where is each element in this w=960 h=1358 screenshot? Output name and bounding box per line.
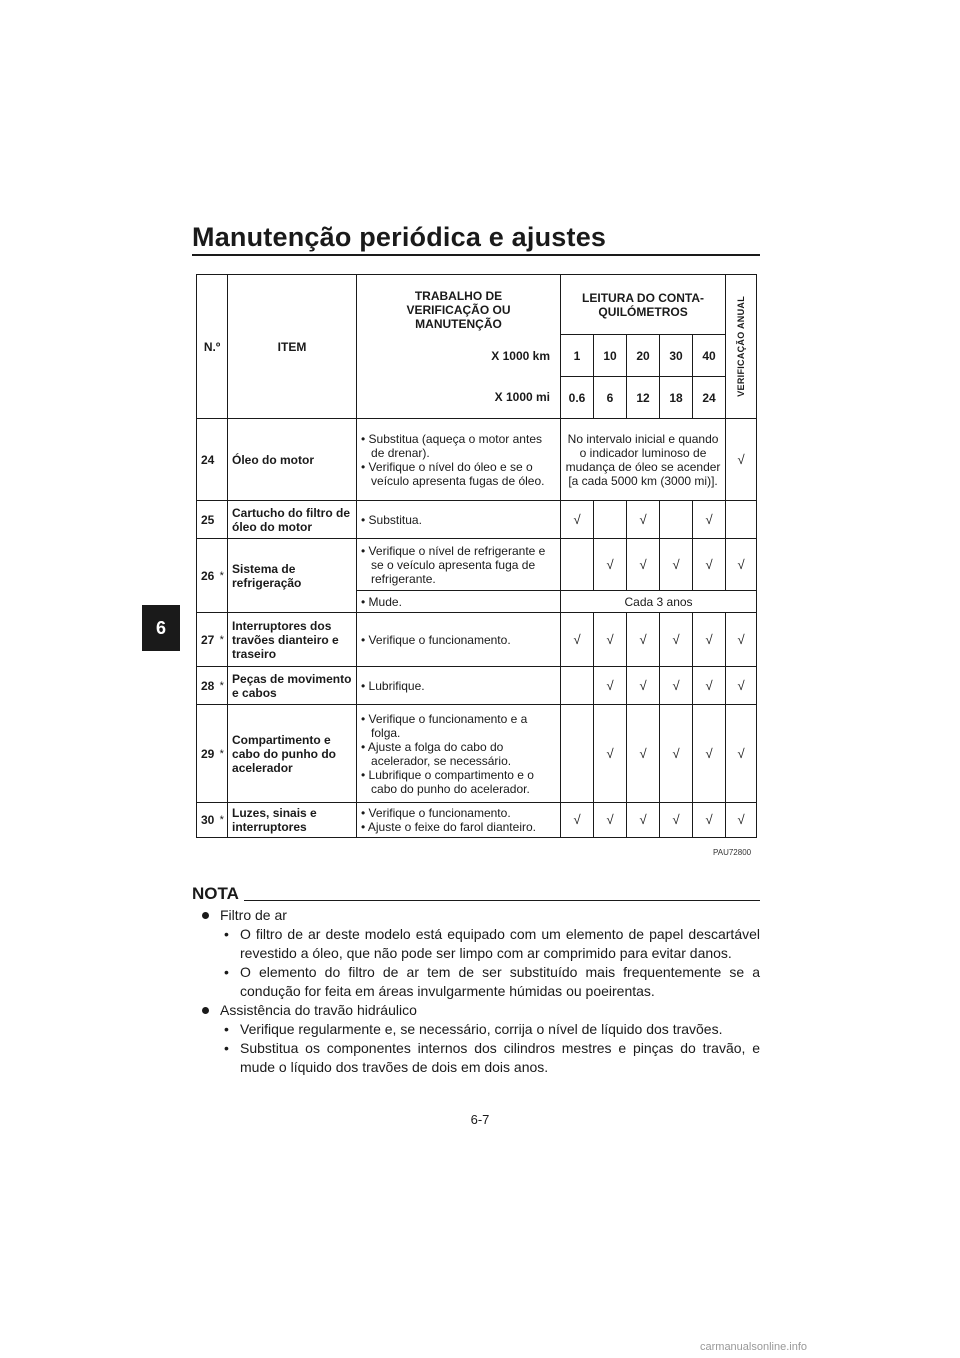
page-number: 6-7 [470, 1112, 490, 1127]
km-40: 40 [693, 335, 726, 377]
check-empty [726, 501, 757, 539]
check-mark: √ [594, 539, 627, 591]
km-1: 1 [561, 335, 594, 377]
check-empty [561, 705, 594, 803]
header-annual: VERIFICAÇÃO ANUAL [736, 296, 747, 397]
header-item: ITEM [228, 275, 357, 419]
header-km-unit: X 1000 km [357, 335, 561, 377]
row-work [357, 705, 561, 803]
check-mark: √ [693, 501, 726, 539]
nota-body [198, 906, 760, 1077]
work-line: • Verifique o funcionamento. [361, 806, 511, 820]
check-mark: √ [726, 613, 757, 667]
check-mark: √ [693, 667, 726, 705]
row-work: • Lubrifique. [357, 667, 561, 705]
row-work [357, 419, 561, 501]
row-work [357, 803, 561, 838]
work-line: • Lubrifique o compartimento e o cabo do punho do acelerador. [361, 767, 534, 796]
check-mark: √ [627, 705, 660, 803]
work-line: • Verifique o nível de refrigerante e se o veículo apresenta fuga de refrigerante. [361, 543, 546, 586]
row-work [357, 539, 561, 591]
check-mark: √ [693, 613, 726, 667]
title-rule [192, 254, 760, 256]
table-row [197, 705, 757, 803]
mi-24: 24 [693, 377, 726, 419]
check-mark: √ [627, 803, 660, 838]
nota-sub-bullet: • O filtro de ar deste modelo está equipado com um elemento de papel descartável revestido a óleo, que não pode ser limpo com ar comprimido para evitar danos. [198, 925, 760, 963]
km-30: 30 [660, 335, 693, 377]
row-number: 25 [197, 501, 217, 539]
header-annual-cell [726, 275, 757, 419]
header-mi-unit: X 1000 mi [357, 377, 561, 419]
page-title: Manutenção periódica e ajustes [192, 222, 607, 252]
work-line: • Ajuste a folga do cabo do acelerador, se necessário. [361, 739, 512, 768]
nota-bullet: Assistência do travão hidráulico [198, 1001, 760, 1020]
work-line: • Verifique o nível do óleo e se o veículo apresenta fugas de óleo. [361, 459, 545, 488]
check-empty [660, 501, 693, 539]
check-mark: √ [660, 539, 693, 591]
check-mark: √ [561, 613, 594, 667]
check-mark: √ [660, 705, 693, 803]
table-row [197, 803, 757, 838]
row-star: * [217, 613, 228, 667]
table-row [197, 667, 757, 705]
row-work: • Substitua. [357, 501, 561, 539]
check-mark: √ [660, 613, 693, 667]
nota-sub-bullet: • Substitua os componentes internos dos cilindros mestres e pinças do travão, e mude o líquido dos travões de dois em dois anos. [198, 1039, 760, 1077]
header-no: N.º [197, 275, 228, 419]
check-mark: √ [627, 667, 660, 705]
row-number: 29 [197, 705, 217, 803]
row-number: 27 [197, 613, 217, 667]
check-mark: √ [561, 501, 594, 539]
table-row [197, 539, 757, 591]
check-mark: √ [627, 539, 660, 591]
mi-12: 12 [627, 377, 660, 419]
table-row [197, 613, 757, 667]
row-star: * [217, 705, 228, 803]
row-star-empty [217, 501, 228, 539]
header-work: TRABALHO DE VERIFICAÇÃO OU MANUTENÇÃO [357, 275, 561, 335]
row-note: No intervalo inicial e quando o indicador luminoso de mudança de óleo se acender [a cada 5000 km (3000 mi)]. [561, 419, 726, 501]
check-empty [561, 667, 594, 705]
row-number: 24 [197, 419, 217, 501]
work-line: • Ajuste o feixe do farol dianteiro. [361, 820, 536, 834]
nota-rule [244, 900, 760, 901]
row-star: * [217, 539, 228, 613]
nota-sub-bullet: • O elemento do filtro de ar tem de ser substituído mais frequentemente se a condução for feita em áreas invulgarmente húmidas ou poeirentas. [198, 963, 760, 1001]
check-mark: √ [726, 803, 757, 838]
row-note: Cada 3 anos [561, 591, 757, 613]
check-mark: √ [660, 667, 693, 705]
check-mark: √ [693, 539, 726, 591]
check-empty [594, 501, 627, 539]
row-star-empty [217, 419, 228, 501]
row-number: 30 [197, 803, 217, 838]
row-work: • Mude. [357, 591, 561, 613]
check-mark: √ [693, 803, 726, 838]
check-mark: √ [594, 667, 627, 705]
document-code: PAU72800 [713, 848, 752, 857]
row-item: Sistema de refrigeração [228, 539, 357, 613]
check-mark: √ [660, 803, 693, 838]
row-item: Luzes, sinais e interruptores [228, 803, 357, 838]
row-item: Óleo do motor [228, 419, 357, 501]
watermark: carmanualsonline.info [700, 1341, 808, 1353]
check-mark: √ [594, 803, 627, 838]
km-20: 20 [627, 335, 660, 377]
nota-title: NOTA [192, 884, 239, 903]
row-item: Compartimento e cabo do punho do acelerador [228, 705, 357, 803]
table-row [197, 419, 757, 501]
table-row [197, 501, 757, 539]
km-10: 10 [594, 335, 627, 377]
row-number: 28 [197, 667, 217, 705]
chapter-tab: 6 [142, 605, 180, 651]
row-item: Cartucho do filtro de óleo do motor [228, 501, 357, 539]
row-number: 26 [197, 539, 217, 613]
check-empty [561, 539, 594, 591]
work-line: • Substitua (aqueça o motor antes de drenar). [361, 431, 542, 460]
check-mark: √ [627, 613, 660, 667]
check-mark: √ [561, 803, 594, 838]
header-odometer: LEITURA DO CONTA-QUILÓMETROS [561, 275, 726, 335]
nota-bullet: Filtro de ar [198, 906, 760, 925]
row-item: Interruptores dos travões dianteiro e traseiro [228, 613, 357, 667]
row-star: * [217, 803, 228, 838]
row-item: Peças de movimento e cabos [228, 667, 357, 705]
check-mark: √ [726, 539, 757, 591]
mi-18: 18 [660, 377, 693, 419]
row-work: • Verifique o funcionamento. [357, 613, 561, 667]
mi-0-6: 0.6 [561, 377, 594, 419]
check-mark: √ [726, 667, 757, 705]
nota-sub-bullet: • Verifique regularmente e, se necessário, corrija o nível de líquido dos travões. [198, 1020, 760, 1039]
check-mark: √ [594, 705, 627, 803]
check-mark: √ [726, 705, 757, 803]
check-mark: √ [693, 705, 726, 803]
check-mark: √ [726, 419, 757, 501]
row-star: * [217, 667, 228, 705]
check-mark: √ [627, 501, 660, 539]
check-mark: √ [594, 613, 627, 667]
mi-6: 6 [594, 377, 627, 419]
work-line: • Verifique o funcionamento e a folga. [361, 711, 528, 740]
maintenance-table [196, 274, 757, 838]
